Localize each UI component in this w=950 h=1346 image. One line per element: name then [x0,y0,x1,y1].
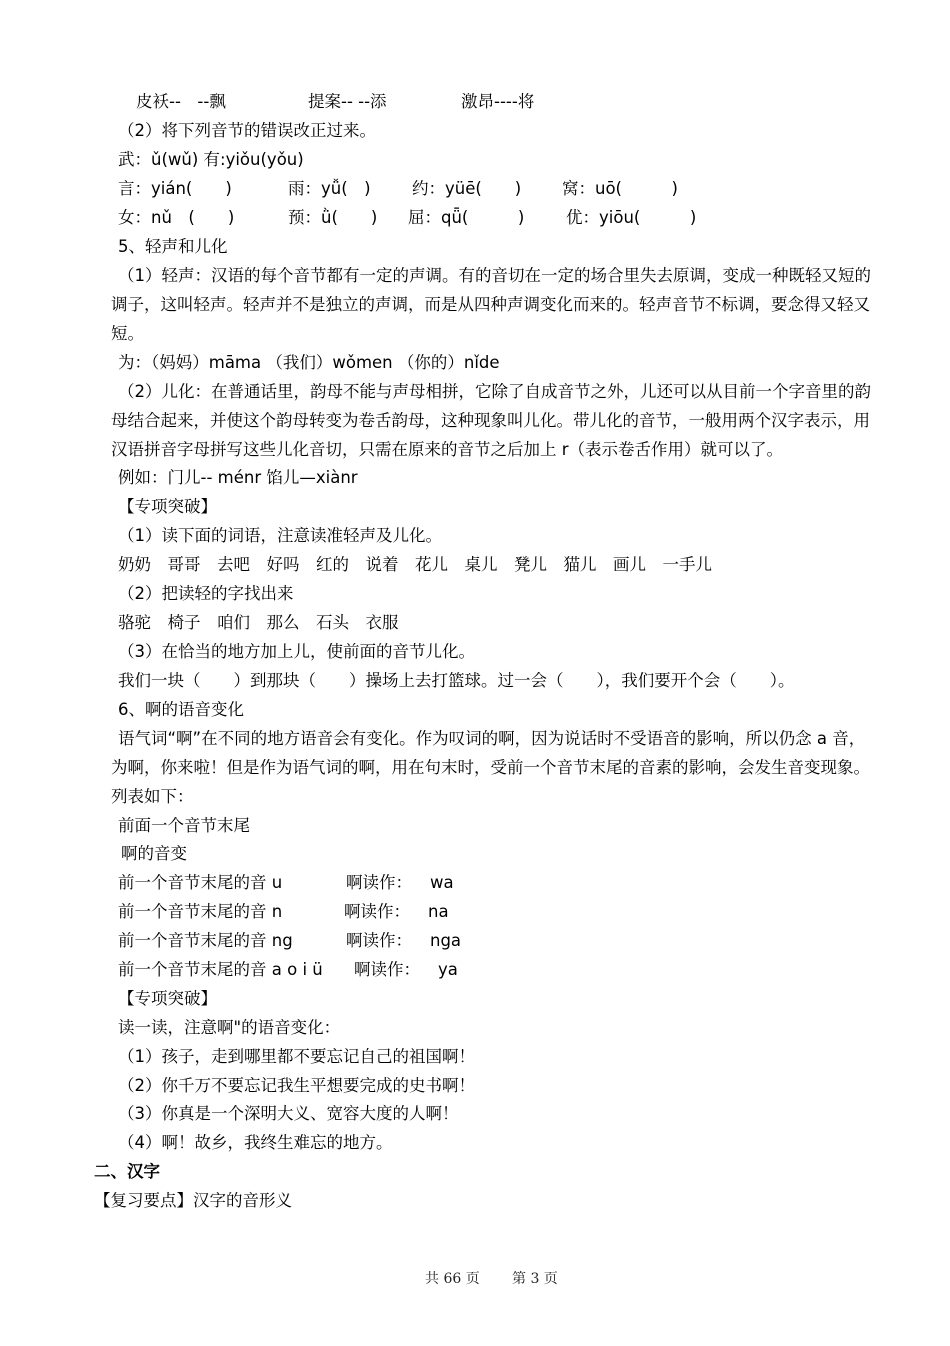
pair-1: 皮袄-- --飘 [136,92,226,111]
pair-3: 激昂----将 [461,92,535,111]
row-condition: 前一个音节末尾的音 u [118,873,283,892]
paragraph-line: 语气词“啊”在不同的地方语音会有变化。作为叹词的啊，因为说话时不受语音的影响，所以仍念 a 音， [118,729,866,748]
item-yan: 言：yián( ) [118,179,232,198]
example-line: 武：ǔ(wǔ) 有:yiǒu(yǒu) [118,150,304,169]
paragraph-line: 调子，这叫轻声。轻声并不是独立的声调，而是从四种声调变化而来的。轻声音节不标调，要念得又轻又 [111,295,870,314]
paragraph-line: 短。 [111,324,144,343]
row-value: nga [430,931,462,950]
exercise-heading: （2）把读轻的字找出来 [118,584,294,603]
item-you: 优：yiōu( ) [566,208,697,227]
paragraph-line: 列表如下： [111,787,194,806]
exercise-heading: （2）将下列音节的错误改正过来。 [118,121,376,140]
row-value: wa [430,873,454,892]
table-header: 啊的音变 [121,844,187,863]
exercise-heading: 读一读，注意啊"的语音变化： [118,1018,341,1037]
exercise-sentence: （4）啊！故乡，我终生难忘的地方。 [118,1133,393,1152]
item-yue: 约：yüē( ) [412,179,522,198]
section-heading: 5、轻声和儿化 [118,237,228,256]
page-number: 第 3 页 [512,1271,558,1287]
paragraph-line: （2）儿化：在普通话里，韵母不能与声母相拼，它除了自成音节之外，儿还可以从目前一个字音里的韵 [118,382,871,401]
exercise-sentence: （1）孩子，走到哪里都不要忘记自己的祖国啊！ [118,1047,475,1066]
exercise-sentence: 我们一块（ ）到那块（ ）操场上去打篮球。过一会（ ），我们要开个会（ ）。 [118,671,795,690]
paragraph-line: 为啊，你来啦！但是作为语气词的啊，用在句末时，受前一个音节末尾的音素的影响，会发生音变现象。 [111,758,870,777]
item-yu: 雨：yǚ( ) [288,179,371,198]
pair-2: 提案-- --添 [308,92,387,111]
exercise-heading: （3）在恰当的地方加上儿，使前面的音节儿化。 [118,642,475,661]
example-line: 为：（妈妈）māma （我们）wǒmen （你的）nǐde [118,353,500,372]
paragraph-line: （1）轻声：汉语的每个音节都有一定的声调。有的音切在一定的场合里失去原调，变成一种既轻又短的 [118,266,871,285]
word-list: 骆驼 椅子 咱们 那么 石头 衣服 [118,613,399,632]
page-total: 共 66 页 [425,1271,480,1287]
row-label: 啊读作： [344,902,410,921]
row-value: na [428,902,449,921]
item-nv: 女：nǔ ( ) [118,208,235,227]
paragraph-line: 汉语拼音字母拼写这些儿化音切，只需在原来的音节之后加上 r（表示卷舌作用）就可以了。 [111,440,784,459]
example-line: 例如：门儿-- ménr 馅儿—xiànr [118,468,358,487]
subsection-heading: 【专项突破】 [118,497,217,516]
item-qu: 屈：qǖ( ) [408,208,525,227]
exercise-sentence: （3）你真是一个深明大义、宽容大度的人啊！ [118,1104,459,1123]
row-condition: 前一个音节末尾的音 n [118,902,283,921]
paragraph-line: 母结合起来，并使这个韵母转变为卷舌韵母，这种现象叫儿化。带儿化的音节，一般用两个汉字表示，用 [111,411,870,430]
chapter-heading: 二、汉字 [94,1162,160,1181]
section-heading: 6、啊的语音变化 [118,700,244,719]
row-label: 啊读作： [354,960,420,979]
word-list: 奶奶 哥哥 去吧 好吗 红的 说着 花儿 桌儿 凳儿 猫儿 画儿 一手儿 [118,555,712,574]
item-yu2: 预：ǜ( ) [288,208,378,227]
row-condition: 前一个音节末尾的音 ng [118,931,293,950]
row-label: 啊读作： [346,931,412,950]
item-wo: 窝：uō( ) [562,179,678,198]
exercise-sentence: （2）你千万不要忘记我生平想要完成的史书啊！ [118,1076,475,1095]
exercise-heading: （1）读下面的词语，注意读准轻声及儿化。 [118,526,442,545]
subsection-heading: 【专项突破】 [118,989,217,1008]
review-points: 【复习要点】汉字的音形义 [94,1191,292,1210]
row-condition: 前一个音节末尾的音 a o i ü [118,960,323,979]
row-value: ya [438,960,458,979]
table-header: 前面一个音节末尾 [118,816,250,835]
row-label: 啊读作： [346,873,412,892]
